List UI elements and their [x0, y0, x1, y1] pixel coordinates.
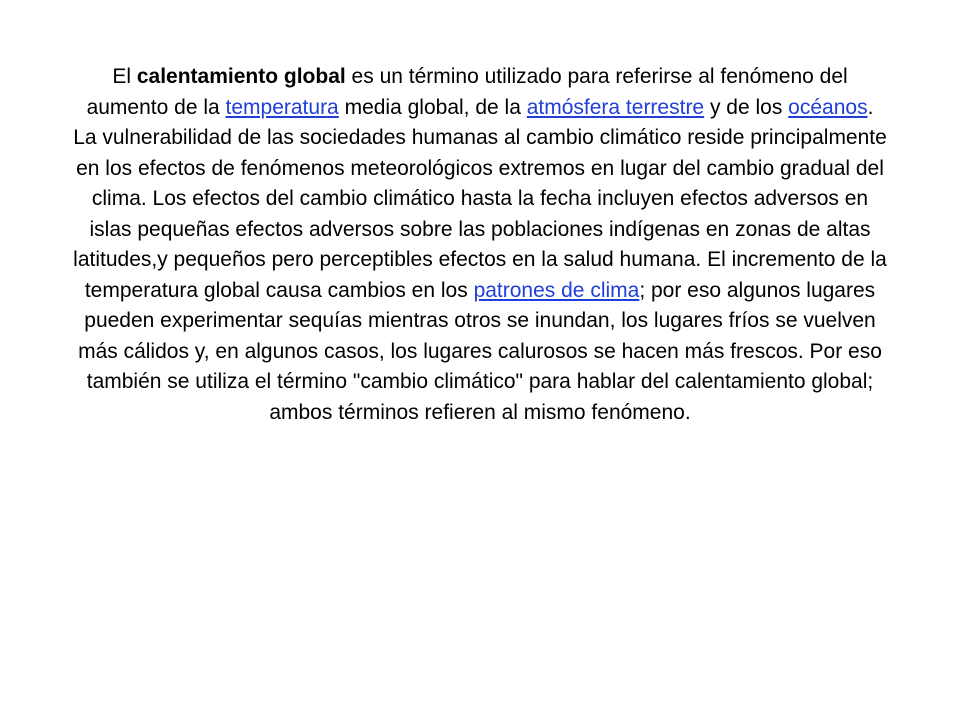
body-text [70, 62, 890, 428]
paragraph1-part5: . [867, 95, 874, 119]
paragraph1-part4: y de los [704, 95, 789, 119]
paragraph1-part2: es un término utilizado para referirse al fenómeno del aumento de la [86, 65, 848, 119]
paragraph2-part1: La vulnerabilidad de las sociedades humanas al cambio climático reside principalmente en los efectos de fenómenos meteorológicos extremos en lugar del cambio gradual del clima. Los efectos del cambio climático hasta la fecha incluyen efectos adversos en islas pequeñas efectos adversos sobre las poblaciones indígenas en zonas de altas latitudes,y pequeños pero perceptibles efectos en la salud humana. El incremento de la temperatura global causa cambios en los [73, 126, 887, 302]
term-calentamiento-global: calentamiento global [136, 65, 346, 88]
paragraph-definition [70, 62, 890, 123]
link-atmosfera-terrestre[interactable]: atmósfera terrestre [526, 95, 705, 119]
paragraph-vulnerability [70, 123, 890, 428]
paragraph1-part3: media global, de la [338, 95, 527, 119]
link-oceanos[interactable]: océanos [788, 95, 868, 119]
link-temperatura[interactable]: temperatura [225, 95, 339, 119]
paragraph2-part2: ; por eso algunos lugares pueden experimentar sequías mientras otros se inundan, los lugares fríos se vuelven más cálidos y, en algunos casos, los lugares calurosos se hacen más frescos. Por eso también se utiliza el término "cambio climático" para hablar del calentamiento global; ambos términos refieren al mismo fenómeno. [78, 278, 882, 424]
link-patrones-de-clima[interactable]: patrones de clima [473, 278, 640, 302]
paragraph1-intro: El [112, 65, 137, 88]
